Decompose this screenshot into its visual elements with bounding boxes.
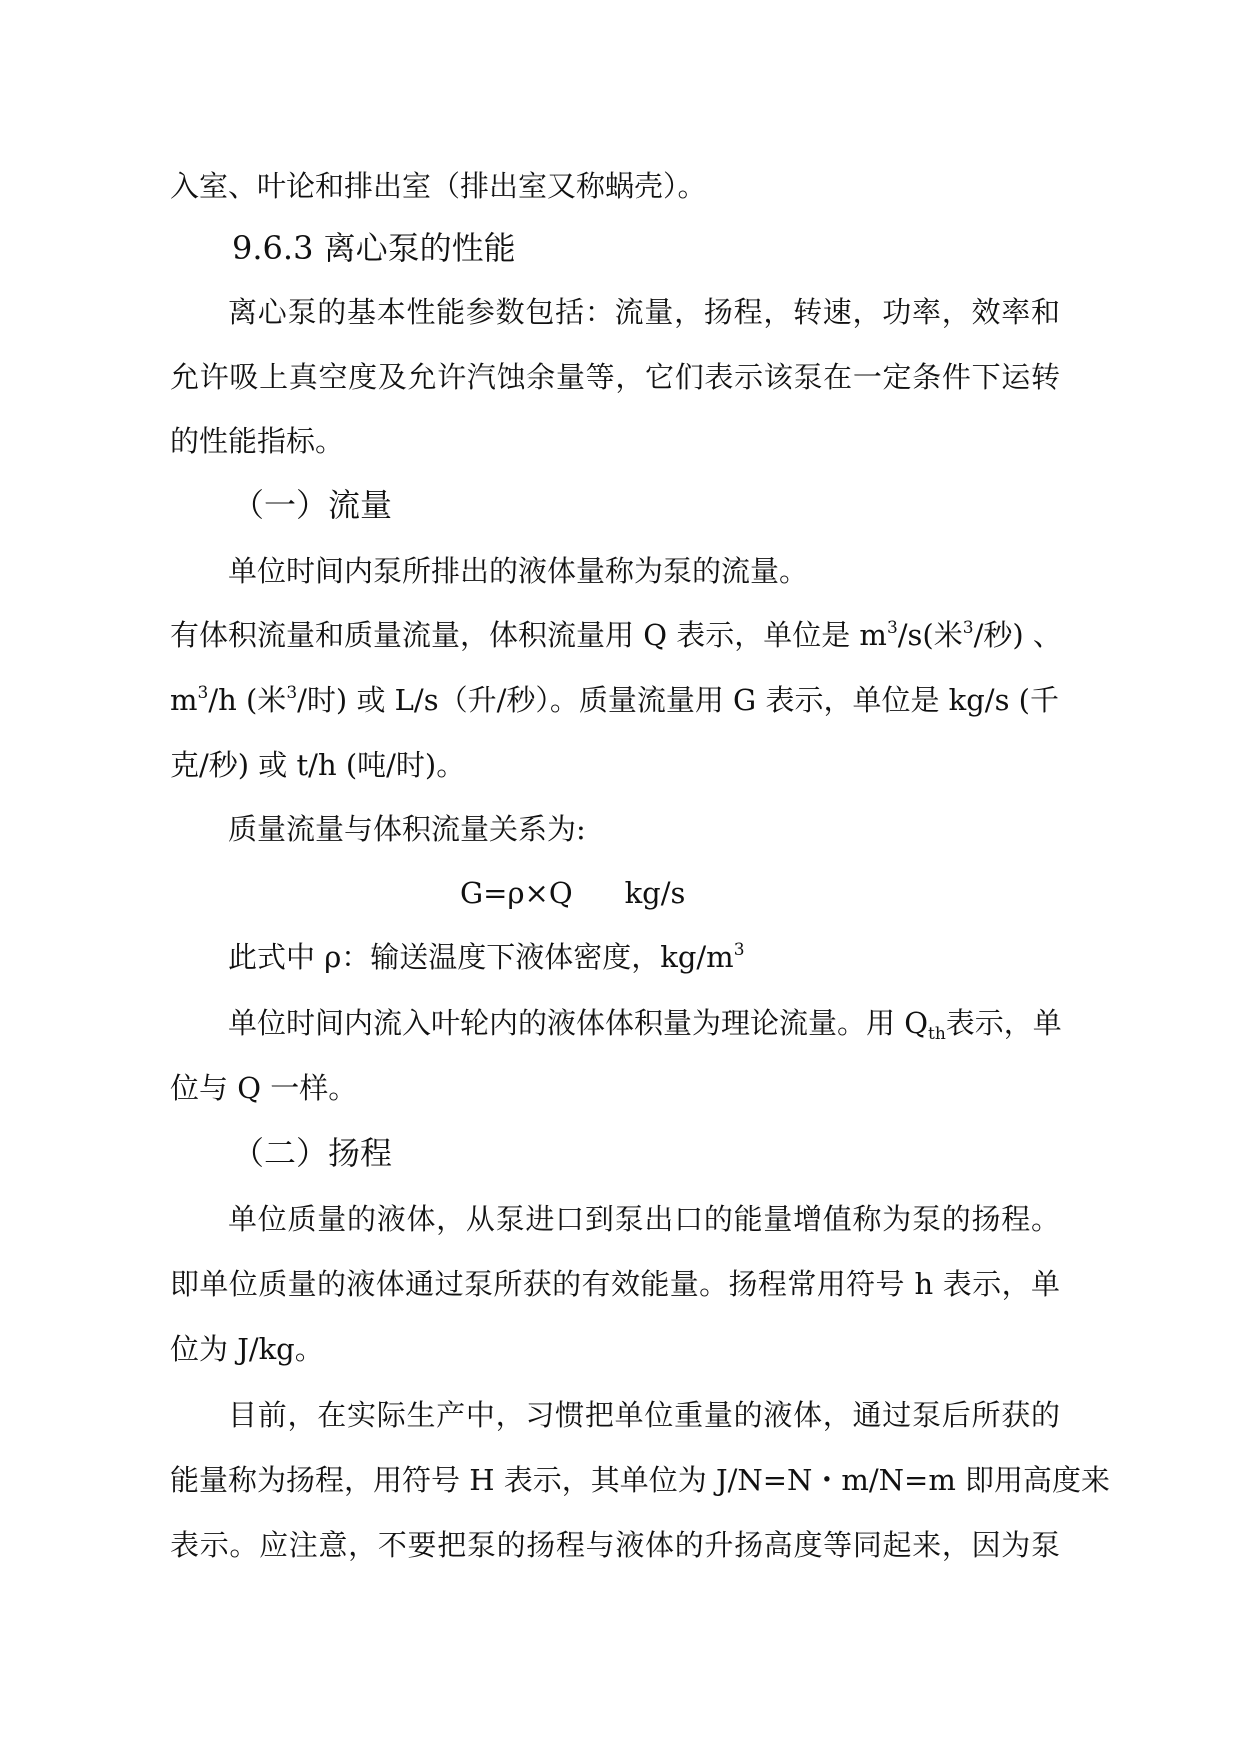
text-run: 表示，单 <box>945 1006 1062 1040</box>
text-run: m <box>170 683 198 717</box>
text-run: /时) 或 L/s（升/秒）。质量流量用 G 表示，单位是 kg/s (千 <box>297 683 1059 717</box>
superscript: 3 <box>286 683 298 703</box>
paragraph-line: 目前，在实际生产中，习惯把单位重量的液体，通过泵后所获的 <box>228 1398 1060 1432</box>
paragraph-line <box>170 680 1060 720</box>
formula <box>460 873 1241 913</box>
paragraph-line: 离心泵的基本性能参数包括：流量，扬程，转速，功率，效率和 <box>228 295 1060 329</box>
paragraph-line: 表示。应注意，不要把泵的扬程与液体的升扬高度等同起来，因为泵 <box>170 1528 1060 1562</box>
paragraph-line <box>170 615 1060 655</box>
superscript: 3 <box>886 618 898 638</box>
paragraph-line <box>228 937 1118 977</box>
paragraph-line: 质量流量与体积流量关系为: <box>228 812 586 846</box>
formula-expression: G=ρ×Q <box>460 876 573 910</box>
paragraph-line: 即单位质量的液体通过泵所获的有效能量。扬程常用符号 h 表示，单 <box>170 1267 1060 1301</box>
paragraph-line: 单位时间内泵所排出的液体量称为泵的流量。 <box>228 554 809 588</box>
paragraph-line: 克/秒) 或 t/h (吨/时)。 <box>170 748 466 782</box>
paragraph-line: 允许吸上真空度及允许汽蚀余量等，它们表示该泵在一定条件下运转 <box>170 360 1060 394</box>
subscript: th <box>928 1024 946 1044</box>
subsection-heading: （二）扬程 <box>232 1134 393 1172</box>
text-run: 单位时间内流入叶轮内的液体体积量为理论流量。用 Q <box>228 1006 928 1040</box>
paragraph-line <box>228 1003 1118 1043</box>
subsection-heading: （一）流量 <box>232 486 393 524</box>
superscript: 3 <box>733 940 745 960</box>
text-run: 此式中 ρ：输送温度下液体密度，kg/m <box>228 940 734 974</box>
paragraph-line: 入室、叶论和排出室（排出室又称蜗壳）。 <box>170 169 707 203</box>
section-heading: 9.6.3 离心泵的性能 <box>232 229 516 267</box>
paragraph-line: 位为 J/kg。 <box>170 1332 324 1366</box>
text-run: /s(米 <box>897 618 963 652</box>
text-run: /h (米 <box>208 683 287 717</box>
superscript: 3 <box>962 618 974 638</box>
paragraph-line: 单位质量的液体，从泵进口到泵出口的能量增值称为泵的扬程。 <box>228 1202 1060 1236</box>
text-run: 有体积流量和质量流量，体积流量用 Q 表示，单位是 m <box>170 618 887 652</box>
formula-unit: kg/s <box>624 876 686 910</box>
paragraph-line: 的性能指标。 <box>170 424 345 458</box>
text-run: /秒) 、 <box>973 618 1062 652</box>
superscript: 3 <box>197 683 209 703</box>
paragraph-line: 位与 Q 一样。 <box>170 1071 358 1105</box>
paragraph-line: 能量称为扬程，用符号 H 表示，其单位为 J/N=N・m/N=m 即用高度来 <box>170 1463 1111 1497</box>
